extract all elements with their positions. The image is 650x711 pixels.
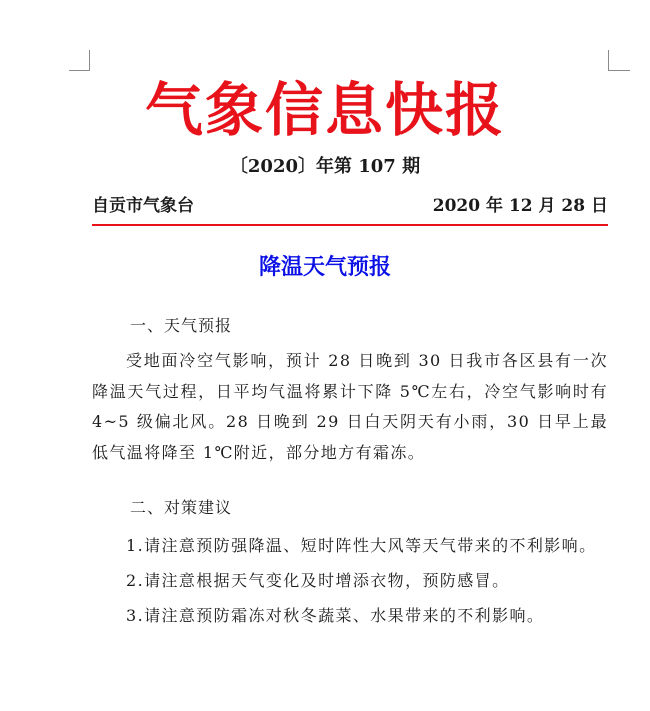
masthead-title: 气象信息快报 <box>144 76 505 144</box>
advice-item: 1.请注意预防强降温、短时阵性大风等天气带来的不利影响。 <box>126 536 597 555</box>
masthead-divider <box>92 224 608 226</box>
crop-mark-top-left <box>89 50 90 70</box>
section-title-forecast: 一、天气预报 <box>130 316 233 335</box>
forecast-paragraph: 受地面冷空气影响，预计 28 日晚到 30 日我市各区县有一次降温天气过程，日平均气温将累计下降 5℃左右，冷空气影响时有 4~5 级偏北风。28 日晚到 29 日白天阴天有小雨，30 日早上最低气温将降至 1℃附近，部分地方有霜冻。 <box>92 351 608 462</box>
crop-mark-top-right <box>608 50 609 70</box>
advice-item: 3.请注意预防霜冻对秋冬蔬菜、水果带来的不利影响。 <box>126 606 545 625</box>
section-title-advice: 二、对策建议 <box>130 498 233 517</box>
document-heading: 降温天气预报 <box>258 255 391 280</box>
advice-item: 2.请注意根据天气变化及时增添衣物，预防感冒。 <box>126 571 510 590</box>
issue-number: 〔2020〕年第 107 期 <box>229 156 421 177</box>
publish-date: 2020 年 12 月 28 日 <box>432 196 608 216</box>
masthead-meta-row <box>92 192 608 220</box>
publisher-name: 自贡市气象台 <box>92 196 194 216</box>
